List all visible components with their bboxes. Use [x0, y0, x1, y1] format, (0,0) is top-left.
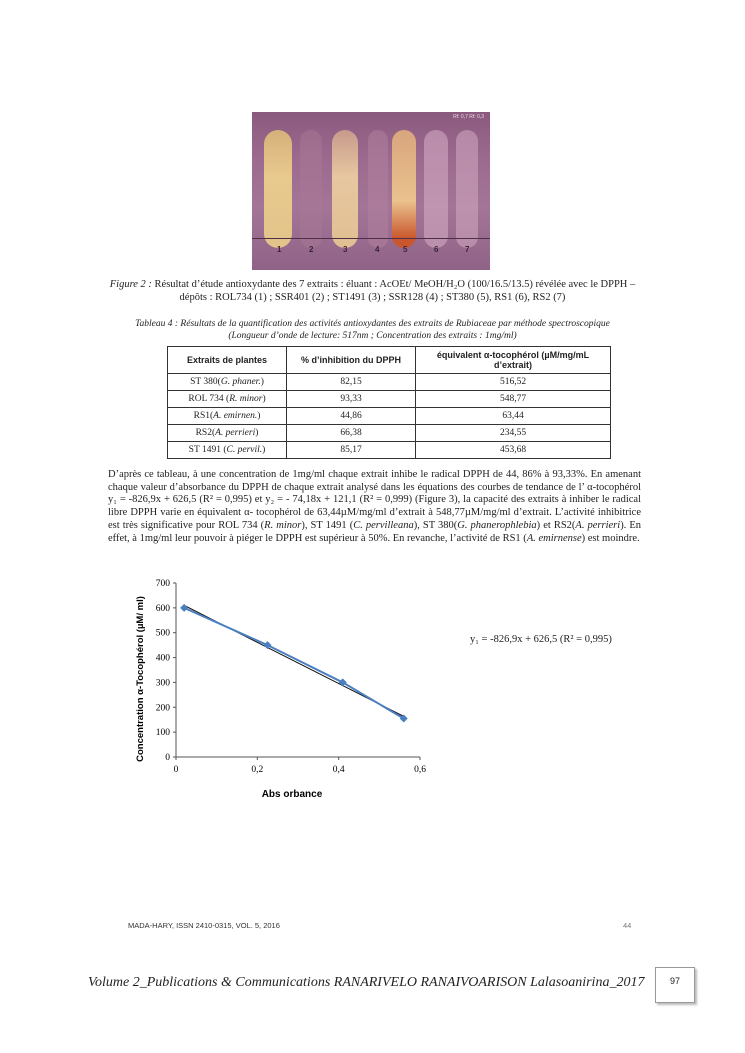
- table-row: [168, 391, 611, 408]
- inhibition-cell: 66,38: [287, 425, 416, 442]
- lane-band-2: [300, 130, 322, 248]
- paragraph-text: ). En effet, à 1mg/ml leur pouvoir à piéger le DPPH est supérieur à 50%. En revanche, l’activité de RS1 (: [108, 519, 642, 544]
- table-row: [168, 408, 611, 425]
- figure-caption-text: Résultat d’étude antioxydante des 7 extraits : éluant : AcOEt/ MeOH/H₂O (100/16.5/13.5) révélée avec le DPPH – dépôts : ROL734 (1) ; SSR401 (2) ; ST1491 (3) ; SSR128 (4) ; ST380 (5), RS1 (6), RS2 (7): [154, 279, 636, 303]
- plant-extract-cell: [168, 391, 287, 408]
- extract-code: ST 1491 (: [188, 445, 227, 455]
- table-row: [168, 442, 611, 459]
- x-axis-label: Abs orbance: [261, 789, 323, 800]
- plant-extract-cell: [168, 425, 287, 442]
- chart-axes: [156, 579, 426, 775]
- extract-code: RS2(: [195, 428, 216, 438]
- figure-caption-label: Figure 2 :: [109, 279, 152, 290]
- paragraph-text: ), ST 1491 (: [301, 519, 354, 531]
- species-name: A. perrieri: [575, 519, 621, 531]
- y-tick-label: 0: [165, 753, 170, 763]
- paragraph-text: D’après ce tableau, à une concentration de 1mg/ml chaque extrait inhibe le radical DPPH de 44, 86% à 93,33%. En amenant chaque valeur d’absorbance du DPPH de chaque extrait analysé dans les équations des courbes de tendance de l’ α-tocophérol y₁ = -826,9x + 626,5 (R² = 0,995) et y₂ = - 74,18x + 121,1 (R² = 0,999) (Figure 3), la capacité des extraits à inhiber le radical libre DPPH varie en équivalent α- tocophérol de 63,44µM/mg/ml d’extrait à 548,77µM/mg/ml d’extrait. L’activité inhibitrice est très significative pour ROL 734 (: [108, 469, 641, 531]
- lane-band-5: [392, 130, 416, 248]
- inhibition-cell: 93,33: [287, 391, 416, 408]
- y-tick-label: 100: [155, 728, 170, 739]
- species-name: G. phaner.: [220, 377, 261, 387]
- x-tick-label: 0,2: [251, 765, 264, 775]
- volume-footer: Volume 2_Publications & Communications RANARIVELO RANAIVOARISON Lalasoanirina_2017: [88, 975, 645, 990]
- y-tick-label: 500: [155, 628, 170, 639]
- lane-band-6: [424, 130, 448, 248]
- extract-close: ): [260, 377, 264, 387]
- plant-extract-cell: [168, 408, 287, 425]
- inhibition-cell: 44,86: [287, 408, 416, 425]
- trendline-equation: y₁ = -826,9x + 626,5 (R² = 0,995): [470, 634, 612, 645]
- species-name: G. phanerophlebia: [457, 519, 537, 531]
- inhibition-cell: 85,17: [287, 442, 416, 459]
- paragraph-text: ) est moindre.: [581, 532, 640, 544]
- extract-close: ): [262, 445, 266, 455]
- y-tick-label: 600: [155, 603, 170, 614]
- column-header: Extraits de plantes: [168, 347, 287, 374]
- plant-extract-cell: [168, 374, 287, 391]
- y-tick-label: 300: [155, 678, 170, 689]
- table-caption: [110, 318, 635, 342]
- calibration-chart: [130, 575, 430, 805]
- extract-close: ): [255, 428, 259, 438]
- lane-band-7: [456, 130, 478, 248]
- species-name: C. pervil.: [226, 445, 263, 455]
- column-header: % d’inhibition du DPPH: [287, 347, 416, 374]
- results-table: [167, 346, 611, 459]
- lane-band-3: [332, 130, 358, 248]
- y-tick-label: 200: [155, 703, 170, 714]
- page-number-box: [655, 967, 695, 1003]
- equivalent-cell: 63,44: [416, 408, 611, 425]
- figure-caption: [100, 278, 645, 304]
- equivalent-cell: 453,68: [416, 442, 611, 459]
- column-header: équivalent α-tocophérol (µM/mg/mL d’extrait): [416, 347, 611, 374]
- lane-label: 2: [309, 245, 314, 254]
- extract-close: ): [262, 394, 266, 404]
- table-row: [168, 425, 611, 442]
- plant-extract-cell: [168, 442, 287, 459]
- equivalent-cell: 548,77: [416, 391, 611, 408]
- lane-band-1: [264, 130, 292, 248]
- extract-code: ROL 734 (: [188, 394, 230, 404]
- lane-label: 5: [403, 245, 408, 254]
- species-name: C. pervilleana: [353, 519, 414, 531]
- body-paragraph: [108, 469, 641, 545]
- extract-close: ): [257, 411, 261, 421]
- x-tick-label: 0,6: [414, 765, 426, 775]
- species-name: A. perrieri: [215, 428, 256, 438]
- inhibition-cell: 82,15: [287, 374, 416, 391]
- y-tick-label: 700: [155, 579, 170, 589]
- extract-code: ST 380(: [190, 377, 221, 387]
- y-tick-label: 400: [155, 653, 170, 664]
- paragraph-text: ), ST 380(: [413, 519, 458, 531]
- lane-label: 7: [465, 245, 470, 254]
- journal-page-number: 44: [623, 921, 632, 930]
- lane-band-4: [368, 130, 388, 248]
- table-caption-line2: (Longueur d’onde de lecture: 517nm ; Concentration des extraits : 1mg/ml): [228, 331, 517, 341]
- paragraph-text: ) et RS2(: [536, 519, 576, 531]
- x-tick-label: 0: [173, 765, 179, 775]
- x-tick-label: 0,4: [332, 765, 345, 775]
- table-header-row: [168, 347, 611, 374]
- lane-label: 1: [277, 245, 282, 254]
- equivalent-cell: 234,55: [416, 425, 611, 442]
- table-caption-line1: Tableau 4 : Résultats de la quantification des activités antioxydantes des extraits de Rubiaceae par méthode spectroscopique: [135, 319, 610, 329]
- table-row: [168, 374, 611, 391]
- lane-label: 3: [343, 245, 348, 254]
- species-name: R. minor: [229, 394, 263, 404]
- tlc-plate-photo: [252, 112, 490, 270]
- lane-label: 6: [434, 245, 439, 254]
- species-name: A. emirnense: [526, 532, 582, 544]
- journal-footer: MADA-HARY, ISSN 2410-0315, VOL. 5, 2016: [128, 921, 280, 930]
- lane-label: 4: [375, 245, 380, 254]
- y-axis-label: Concentration α-Tocophérol (µM/ ml): [135, 596, 146, 762]
- species-name: A. emirnen.: [213, 411, 258, 421]
- chart-marks: [180, 604, 408, 723]
- extract-code: RS1(: [193, 411, 214, 421]
- plate-baseline: [252, 238, 490, 239]
- species-name: R. minor: [264, 519, 302, 531]
- page-number: 97: [669, 976, 680, 986]
- data-point: [180, 604, 188, 612]
- data-point: [264, 641, 272, 649]
- plate-header-text: Rf: 0,7 Rf: 0,3: [453, 114, 484, 120]
- data-series-line: [184, 608, 404, 719]
- equivalent-cell: 516,52: [416, 374, 611, 391]
